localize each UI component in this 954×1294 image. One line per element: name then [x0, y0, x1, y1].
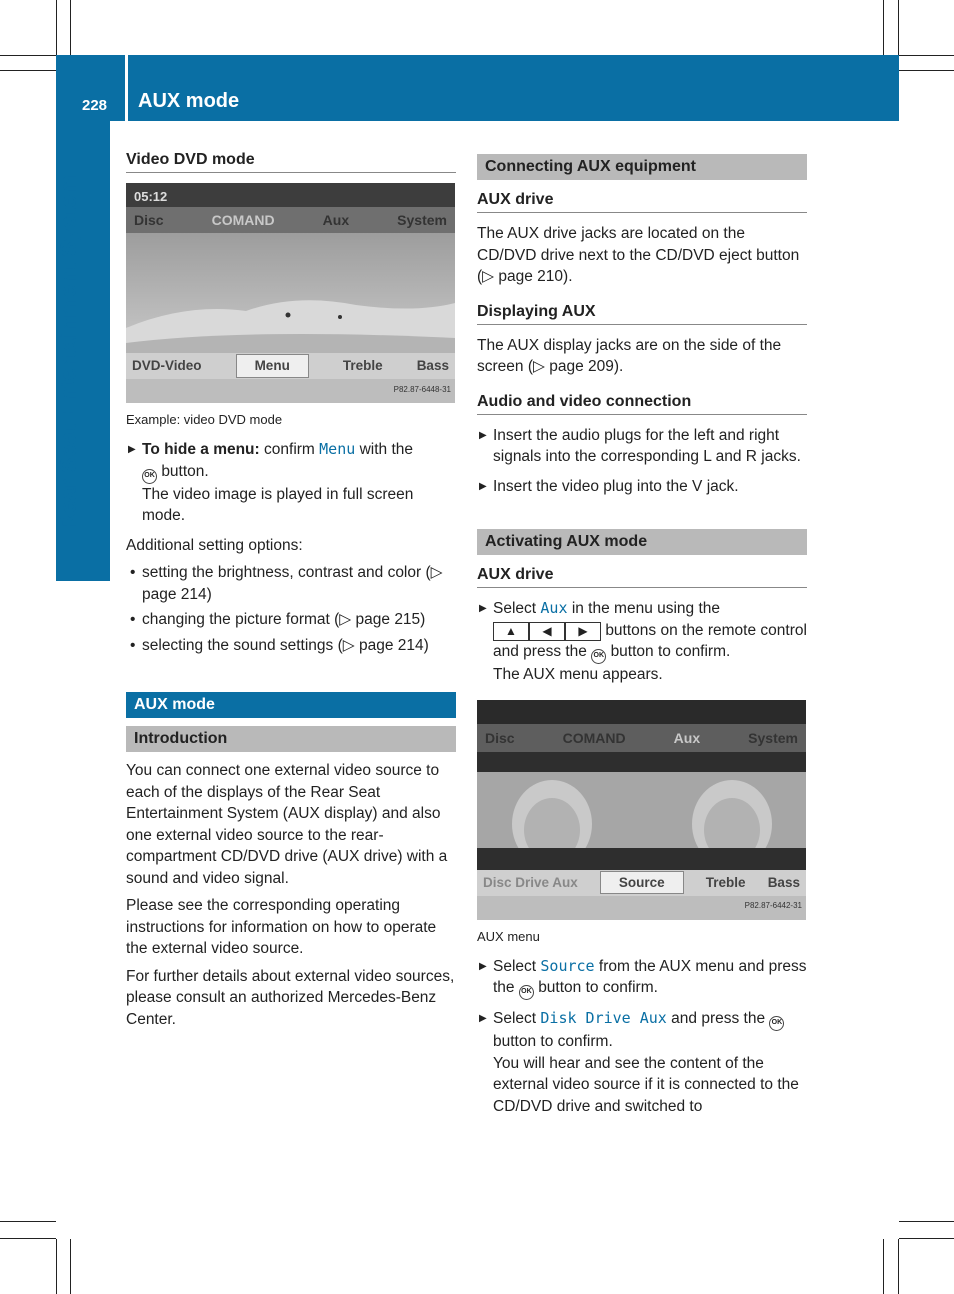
list-item: • setting the brightness, contrast and color (▷ page 214): [126, 562, 456, 605]
step-text: Select: [493, 957, 537, 975]
menu-term: Source: [540, 956, 595, 975]
crop-mark: [70, 1239, 71, 1294]
crop-mark: [0, 1221, 56, 1222]
video-dvd-screenshot: [126, 183, 455, 403]
step-result: You will hear and see the content of the external video source if it is connected to the CD/DVD drive and switched to: [493, 1054, 799, 1115]
instruction-step: ▶ Insert the video plug into the V jack.: [477, 476, 807, 498]
image-reference: P82.87-6442-31: [744, 901, 802, 910]
screen-topbar: [477, 700, 806, 724]
paragraph: The AUX display jacks are on the side of the screen (▷ page 209).: [477, 336, 782, 375]
screen-menu-item: Bass: [767, 874, 800, 890]
screen-tab: Aux: [673, 729, 701, 746]
crop-mark: [70, 0, 71, 55]
section-heading: Audio and video connection: [477, 392, 807, 415]
right-key-icon: ▶: [565, 622, 601, 641]
step-text: and press the: [671, 1010, 766, 1027]
screen-bottom-menu: [126, 353, 455, 379]
paragraph: Please see the corresponding operating instructions for information on how to operate the external video source.: [126, 897, 437, 957]
menu-term: Menu: [319, 440, 356, 458]
screen-tab: COMAND: [562, 729, 626, 746]
instruction-step: [126, 439, 456, 527]
section-bar: Connecting AUX equipment: [477, 154, 807, 180]
menu-term: Aux: [540, 599, 568, 617]
step-result: The video image is played in full screen mode.: [142, 485, 414, 524]
paragraph: Additional setting options:: [126, 536, 303, 554]
step-text: button to confirm.: [493, 1033, 613, 1050]
step-text: button to confirm.: [538, 979, 658, 996]
crop-mark: [0, 1238, 56, 1239]
ok-button-icon: OK: [769, 1016, 784, 1031]
left-column: [126, 150, 456, 1036]
paragraph: For further details about external video sources, please consult an authorized Mercedes-Benz Center.: [126, 967, 455, 1028]
crop-mark: [898, 0, 899, 55]
crop-mark: [883, 0, 884, 55]
paragraph: The AUX drive jacks are located on the CD/DVD drive next to the CD/DVD eject button (▷ page 210).: [477, 225, 800, 285]
screen-menu-item: Bass: [416, 358, 449, 374]
screen-band: [477, 752, 806, 772]
screen-tab: Disc: [134, 212, 164, 228]
screen-menu-item: Treble: [705, 874, 746, 890]
crop-mark: [56, 0, 57, 55]
page-title: AUX mode: [138, 90, 240, 112]
step-text: Select: [493, 1010, 537, 1027]
instruction-step: [477, 956, 807, 1001]
crop-mark: [0, 55, 56, 56]
screen-menu-item: Source: [600, 871, 684, 895]
instruction-step: [477, 1008, 807, 1117]
video-image: [126, 233, 455, 353]
crop-mark: [899, 70, 954, 71]
crop-mark: [898, 1239, 899, 1294]
screen-time: 05:12: [126, 183, 455, 207]
instruction-step: ▶ Insert the audio plugs for the left and right signals into the corresponding L and R jacks.: [477, 425, 807, 468]
header-divider: [125, 55, 128, 121]
step-text: from the AUX menu and press the: [493, 957, 807, 996]
right-column: [477, 154, 807, 1125]
screen-tab: COMAND: [211, 212, 275, 228]
ok-button-icon: OK: [519, 985, 534, 1000]
menu-term: Disk Drive Aux: [540, 1009, 667, 1027]
screen-tab: System: [748, 729, 798, 746]
crop-mark: [899, 55, 954, 56]
screen-menu-item: DVD-Video: [132, 358, 202, 374]
screen-band: [477, 848, 806, 870]
screen-tab: Aux: [322, 212, 350, 228]
screen-menu-item: Disc Drive Aux: [483, 874, 578, 890]
screen-tabs: [477, 724, 806, 752]
paragraph: You can connect one external video source to each of the displays of the Rear Seat Entertainment System (AUX display) and also one external video source to the rear-compartment CD/DVD drive (AUX drive) with a sound and video signal.: [126, 762, 448, 887]
image-caption: Example: video DVD mode: [126, 412, 283, 427]
ok-button-icon: OK: [142, 469, 157, 484]
subsection-bar: Introduction: [126, 726, 456, 752]
step-text: with the: [359, 441, 414, 458]
step-text: in the menu using the: [571, 600, 721, 617]
section-heading: Displaying AUX: [477, 302, 807, 325]
image-reference: P82.87-6448-31: [393, 384, 451, 394]
crop-mark: [0, 70, 56, 71]
crop-mark: [899, 1238, 954, 1239]
screen-tabs: [126, 207, 455, 233]
aux-menu-screenshot: [477, 700, 806, 920]
image-caption: AUX menu: [477, 928, 540, 944]
crop-mark: [883, 1239, 884, 1294]
step-text: buttons on the remote control and press the: [493, 621, 807, 660]
step-text: confirm: [264, 441, 315, 458]
screen-tab: System: [397, 212, 447, 228]
instruction-step: [477, 598, 807, 686]
section-heading: AUX drive: [477, 190, 807, 213]
step-text: button.: [161, 462, 209, 480]
up-key-icon: ▲: [493, 622, 529, 641]
screen-menu-item: Treble: [342, 358, 383, 374]
section-heading: AUX drive: [477, 565, 807, 588]
section-bar: AUX mode: [126, 692, 456, 718]
step-text: Select: [493, 600, 537, 617]
page-number: 228: [82, 97, 108, 114]
screen-bottom-menu: [477, 870, 806, 896]
section-heading: Video DVD mode: [126, 150, 456, 173]
headphones-image: [477, 772, 806, 848]
step-text: button to confirm.: [610, 643, 731, 660]
ok-button-icon: OK: [591, 649, 606, 664]
crop-mark: [56, 1239, 57, 1294]
step-result: The AUX menu appears.: [493, 666, 663, 683]
list-item: • selecting the sound settings (▷ page 214): [126, 635, 456, 657]
section-bar: Activating AUX mode: [477, 529, 807, 555]
side-section-title: Rear Seat Entertainment System: [55, 174, 81, 530]
list-item: • changing the picture format (▷ page 215): [126, 609, 456, 631]
crop-mark: [899, 1221, 954, 1222]
step-label: To hide a menu:: [142, 441, 260, 458]
screen-tab: Disc: [485, 729, 515, 746]
left-key-icon: ◀: [529, 622, 565, 641]
screen-menu-item: Menu: [236, 354, 309, 378]
